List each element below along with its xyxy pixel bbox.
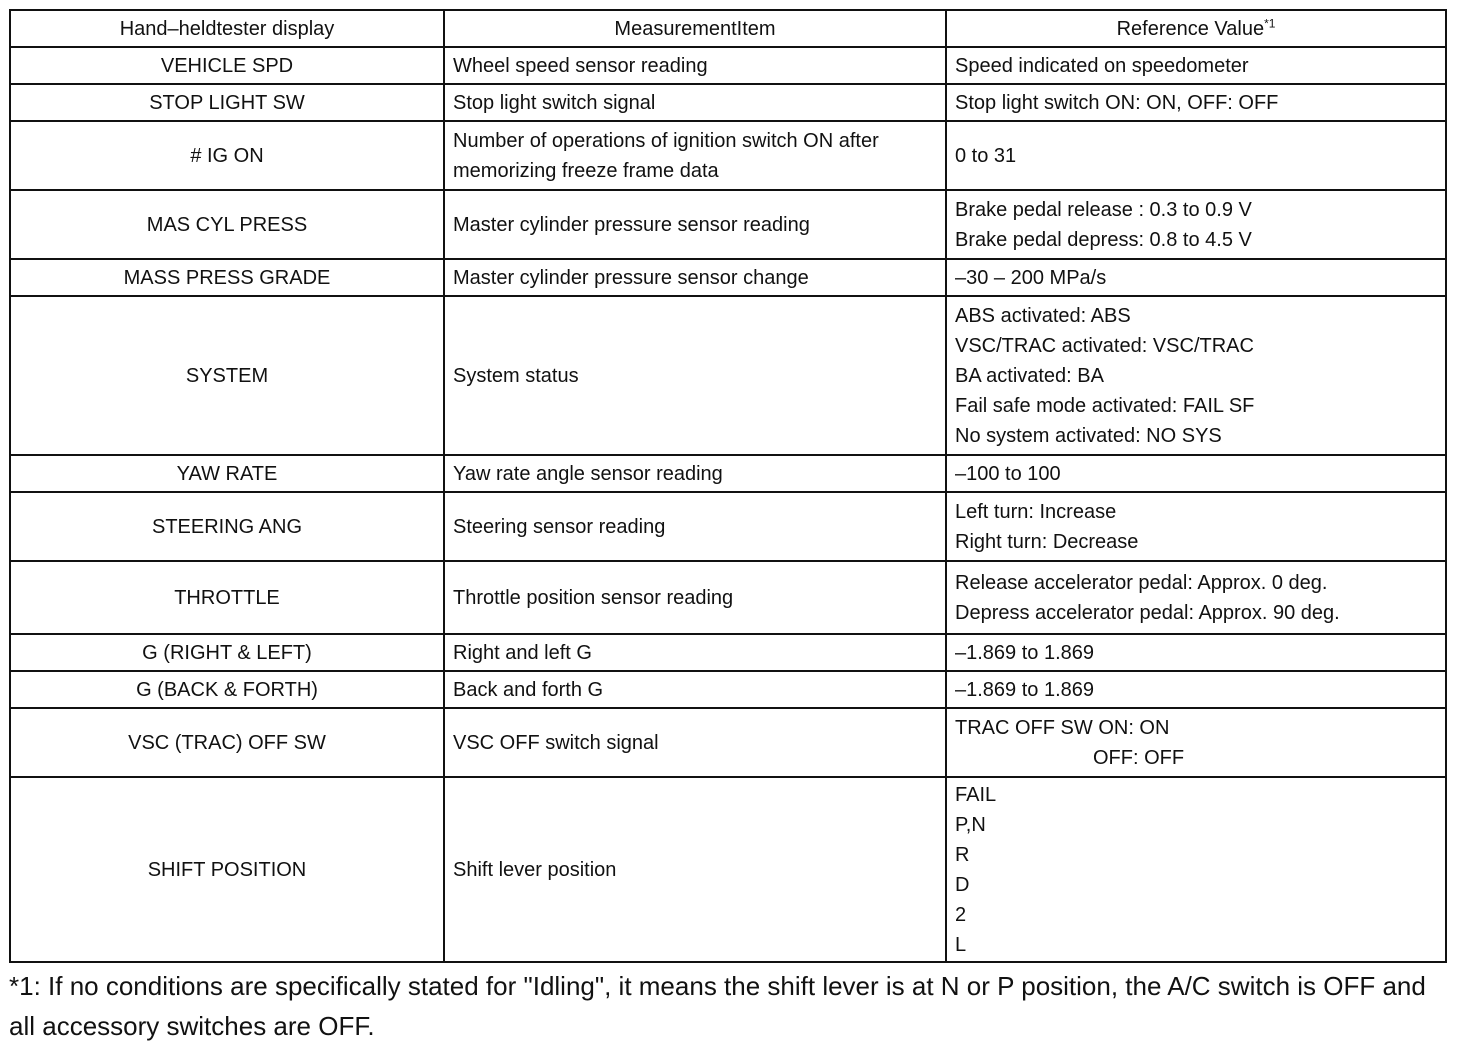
reference-line: –1.869 to 1.869 [955, 641, 1095, 664]
reference-line: P,N [955, 813, 986, 836]
table-row [10, 634, 1446, 671]
header-reference-footnote-marker: *1 [1264, 15, 1276, 30]
reference-line: TRAC OFF SW ON: ON [955, 716, 1170, 739]
reference-line: FAIL [955, 783, 997, 806]
footnote: *1: If no conditions are specifically stated for "Idling", it means the shift lever is at N or P position, the A/C switch is OFF and all accessory switches are OFF. [9, 971, 1426, 1041]
reference-line: Stop light switch ON: ON, OFF: OFF [955, 91, 1279, 114]
reference-cell [946, 47, 1446, 84]
reference-line: Speed indicated on speedometer [955, 54, 1249, 77]
reference-cell [946, 190, 1446, 259]
table-row [10, 190, 1446, 259]
reference-line: R [955, 843, 970, 866]
table-row [10, 777, 1446, 962]
reference-line: Right turn: Decrease [955, 530, 1139, 553]
reference-line: 2 [955, 903, 967, 926]
header-measurement: MeasurementItem [444, 10, 946, 47]
measurement-cell: Yaw rate angle sensor reading [444, 455, 946, 492]
reference-line: No system activated: NO SYS [955, 424, 1222, 447]
reference-cell [946, 777, 1446, 962]
display-cell: SYSTEM [10, 296, 444, 455]
measurement-cell: Master cylinder pressure sensor reading [444, 190, 946, 259]
table-row [10, 492, 1446, 561]
measurement-cell: Steering sensor reading [444, 492, 946, 561]
display-cell: THROTTLE [10, 561, 444, 634]
measurement-cell: Number of operations of ignition switch ON after memorizing freeze frame data [444, 121, 946, 190]
reference-line: OFF: OFF [1093, 746, 1185, 769]
reference-cell [946, 708, 1446, 777]
measurement-cell: Right and left G [444, 634, 946, 671]
reference-cell [946, 561, 1446, 634]
measurement-cell: Back and forth G [444, 671, 946, 708]
table-body [10, 47, 1446, 962]
reference-line: ABS activated: ABS [955, 304, 1131, 327]
reference-line: 0 to 31 [955, 144, 1017, 167]
table-row [10, 296, 1446, 455]
table-row [10, 455, 1446, 492]
reference-line: Release accelerator pedal: Approx. 0 deg. [955, 571, 1328, 594]
table-header-row [10, 10, 1446, 47]
reference-line: Depress accelerator pedal: Approx. 90 deg. [955, 601, 1340, 624]
display-cell: SHIFT POSITION [10, 777, 444, 962]
table-row [10, 671, 1446, 708]
table-row [10, 561, 1446, 634]
reference-cell [946, 296, 1446, 455]
reference-line: –100 to 100 [955, 462, 1061, 485]
header-display: Hand–heldtester display [10, 10, 444, 47]
display-cell: STOP LIGHT SW [10, 84, 444, 121]
reference-line: Brake pedal release : 0.3 to 0.9 V [955, 198, 1252, 221]
measurement-cell: Shift lever position [444, 777, 946, 962]
reference-line: –30 – 200 MPa/s [955, 266, 1107, 289]
table-row [10, 708, 1446, 777]
reference-cell [946, 455, 1446, 492]
reference-line: –1.869 to 1.869 [955, 678, 1095, 701]
table-row [10, 259, 1446, 296]
reference-cell [946, 671, 1446, 708]
display-cell: MAS CYL PRESS [10, 190, 444, 259]
table-row [10, 121, 1446, 190]
measurement-cell: Throttle position sensor reading [444, 561, 946, 634]
display-cell: YAW RATE [10, 455, 444, 492]
header-reference [946, 10, 1446, 47]
display-cell: G (RIGHT & LEFT) [10, 634, 444, 671]
measurement-cell: Wheel speed sensor reading [444, 47, 946, 84]
measurement-cell: System status [444, 296, 946, 455]
display-cell: # IG ON [10, 121, 444, 190]
reference-line: Brake pedal depress: 0.8 to 4.5 V [955, 228, 1252, 251]
reference-line: BA activated: BA [955, 364, 1104, 387]
display-cell: STEERING ANG [10, 492, 444, 561]
header-reference-label: Reference Value [1116, 17, 1265, 40]
reference-cell [946, 259, 1446, 296]
reference-line: D [955, 873, 970, 896]
reference-line: Fail safe mode activated: FAIL SF [955, 394, 1255, 417]
reference-line: L [955, 933, 967, 956]
measurement-cell: Master cylinder pressure sensor change [444, 259, 946, 296]
display-cell: VSC (TRAC) OFF SW [10, 708, 444, 777]
table-row [10, 47, 1446, 84]
display-cell: MASS PRESS GRADE [10, 259, 444, 296]
reference-cell [946, 84, 1446, 121]
reference-line: Left turn: Increase [955, 500, 1117, 523]
measurement-cell: VSC OFF switch signal [444, 708, 946, 777]
data-list-table [9, 9, 1447, 963]
table-row [10, 84, 1446, 121]
measurement-cell: Stop light switch signal [444, 84, 946, 121]
reference-cell [946, 492, 1446, 561]
display-cell: VEHICLE SPD [10, 47, 444, 84]
reference-cell [946, 121, 1446, 190]
reference-cell [946, 634, 1446, 671]
display-cell: G (BACK & FORTH) [10, 671, 444, 708]
reference-line: VSC/TRAC activated: VSC/TRAC [955, 334, 1254, 357]
